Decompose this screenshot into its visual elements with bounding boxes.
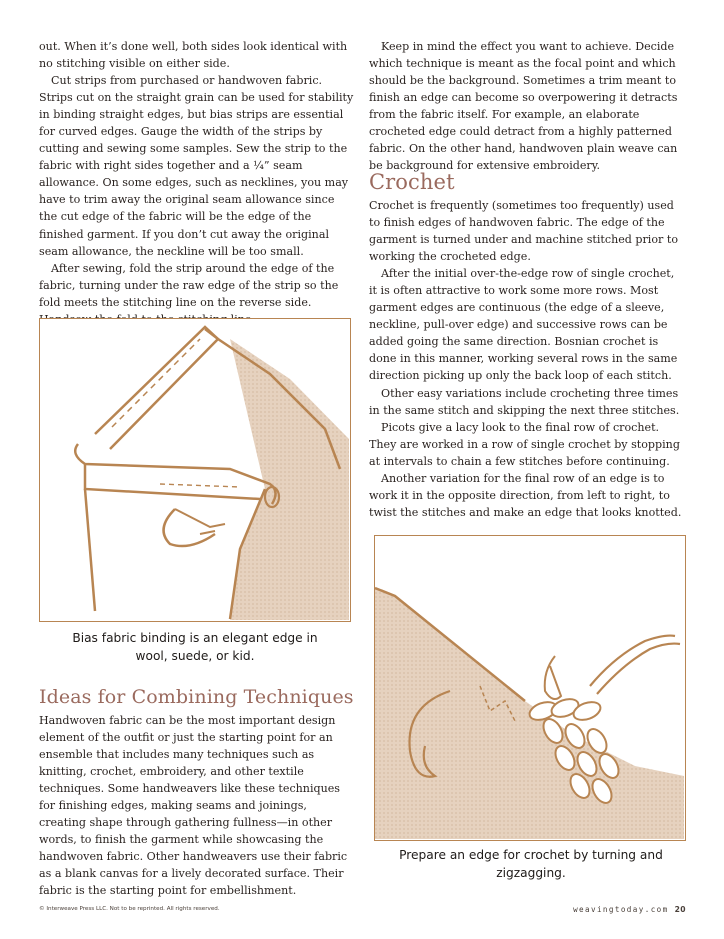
site-name: weavingtoday.com (573, 905, 669, 914)
page-number: 20 (674, 905, 686, 914)
paragraph-variations: Other easy variations include crocheting three times in the same stitch and skipping the next three stitches. (369, 386, 680, 417)
paragraph-continued: out. When it’s done well, both sides look identical with no stitching visible on either side. (39, 40, 348, 71)
bias-binding-drawing (40, 319, 349, 620)
bias-binding-caption: Bias fabric binding is an elegant edge in wool, suede, or kid. (72, 631, 318, 663)
right-column (369, 38, 685, 174)
paragraph-another-variation: Another variation for the final row of an edge is to work it in the opposite direction, from left to right, to twist the stitches and make an edge that looks knotted. (369, 471, 682, 519)
page-footer (560, 905, 686, 914)
paragraph-crochet: Crochet is frequently (sometimes too frequently) used to finish edges of handwoven fabric. The edge of the garment is turned under and machine stitched prior to working the crocheted edge. (369, 199, 678, 264)
copyright-notice: © Interweave Press LLC. Not to be reprinted. All rights reserved. (39, 906, 220, 912)
bias-binding-illustration (39, 318, 351, 622)
section-heading-combining: Ideas for Combining Techniques (39, 686, 354, 708)
paragraph-initial-row: After the initial over-the-edge row of single crochet, it is often attractive to work some more rows. Most garment edges are continuous (the edge of a sleeve, neckline, pull-over edge) and successive rows can be added going the same direction. Bosnian crochet is done in this manner, working several rows in the same direction picking up only the back loop of each stitch. (369, 267, 678, 383)
crochet-edge-illustration (374, 535, 686, 841)
paragraph-ideas: Handwoven fabric can be the most important design element of the outfit or just the starting point for an ensemble that includes many techniques such as knitting, crochet, embroidery, and other textile techniques. Some handweavers like these techniques for finishing edges, making seams and joinings, creating shape through gathering fullness—in other words, to finish the garment while showcasing the handwoven fabric. Other handweavers use their fabric as a blank canvas for a lively decorated surface. Their fabric is the starting point for embellishment. (39, 714, 348, 898)
section-heading-crochet: Crochet (369, 170, 455, 194)
left-column (39, 38, 355, 328)
crochet-edge-drawing (375, 536, 684, 839)
paragraph-effect: Keep in mind the effect you want to achieve. Decide which technique is meant as the focal point and which should be the background. Sometimes a trim meant to finish an edge can become so overpowering it detracts from the fabric itself. For example, an elaborate crocheted edge could detract from a highly patterned fabric. On the other hand, handwoven plain weave can be background for extensive embroidery. (369, 40, 678, 173)
paragraph-strips: Cut strips from purchased or handwoven fabric. Strips cut on the straight grain can be used for stability in binding straight edges, but bias strips are essential for curved edges. Gauge the width of the strips by cutting and sewing some samples. Sew the strip to the fabric with right sides together and a ¼” seam allowance. On some edges, such as necklines, you may have to trim away the original seam allowance since the cut edge of the fabric will be the edge of the finished garment. If you don’t cut away the original seam allowance, the neckline will be too small. (39, 74, 354, 258)
crochet-edge-caption: Prepare an edge for crochet by turning and zigzagging. (399, 848, 663, 880)
paragraph-fold: After sewing, fold the strip around the edge of the fabric, turning under the raw edge of the strip so the fold meets the stitching line on the reverse side. (39, 261, 339, 309)
paragraph-picots: Picots give a lacy look to the final row of crochet. They are worked in a row of single crochet by stopping at intervals to chain a few stitches before continuing. (369, 420, 680, 468)
crochet-text (369, 197, 685, 521)
